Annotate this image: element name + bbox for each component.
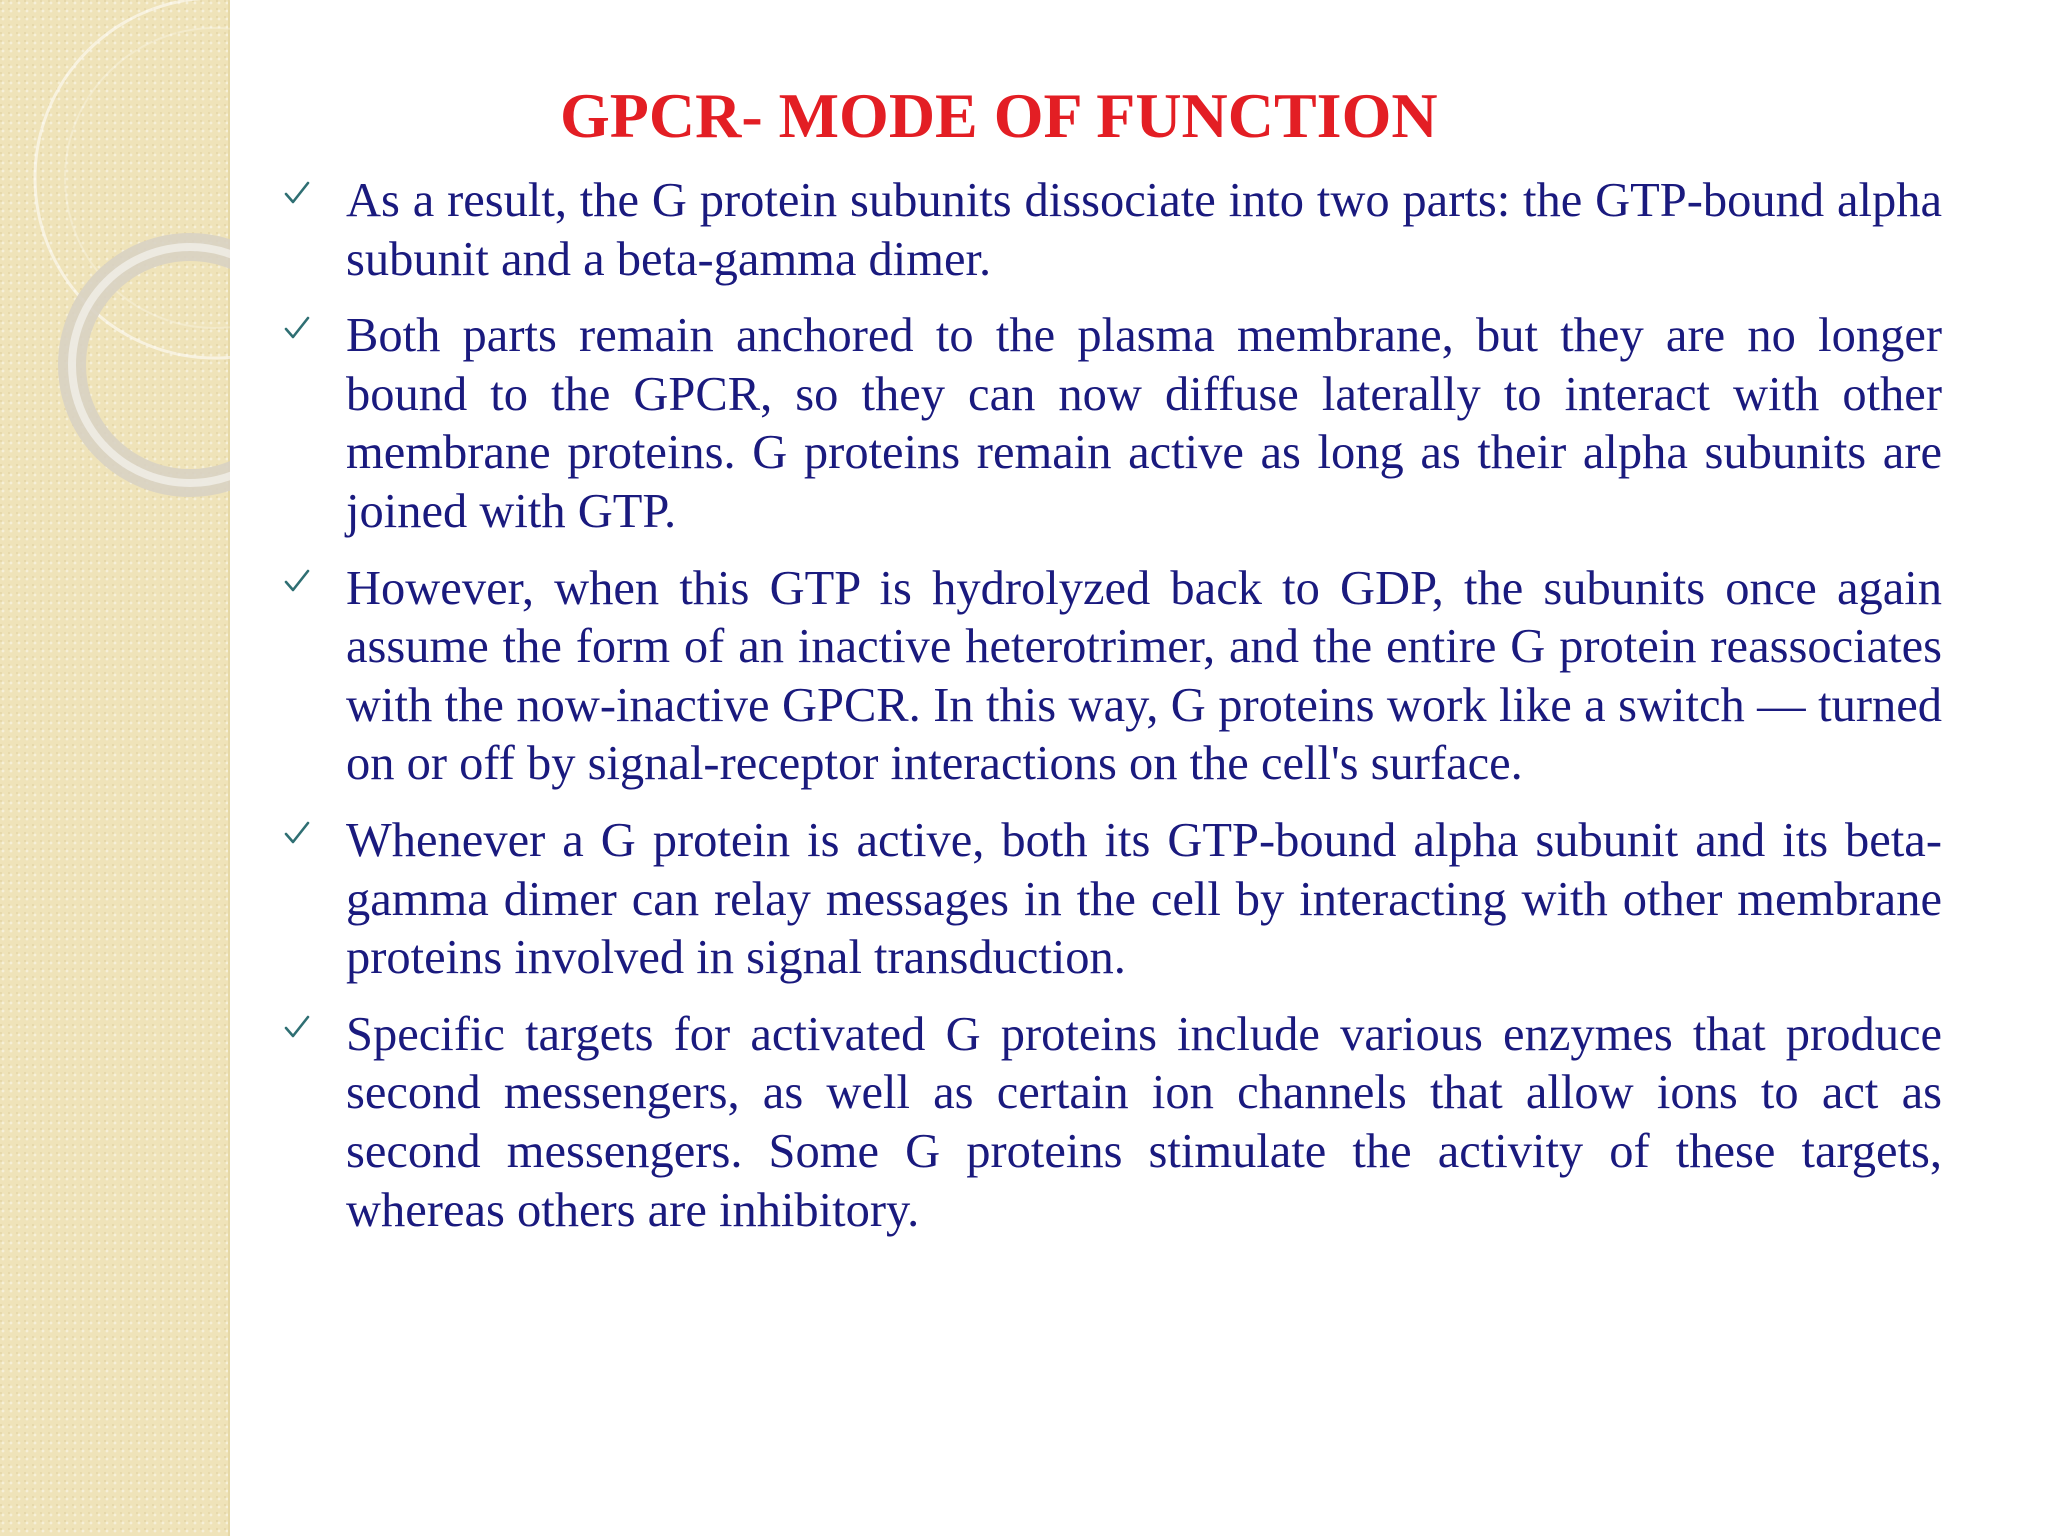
bullet-text: Both parts remain anchored to the plasma membrane, but they are no longer bound to the GPCR, so they can now diffuse laterally to interact with other membrane proteins. G proteins remain active as long as their alpha subunits are joined with GTP. [346, 309, 1942, 538]
checkmark-icon [282, 566, 312, 596]
bullet-item [282, 812, 1942, 988]
bullet-text: Specific targets for activated G proteins include various enzymes that produce second messengers, as well as certain ion channels that allow ions to act as second messengers. Some G proteins stimulate the activity of these targets, whereas others are inhibitory. [346, 1007, 1942, 1237]
bullet-item [282, 307, 1942, 541]
bullet-text: However, when this GTP is hydrolyzed back to GDP, the subunits once again assume the form of an inactive heterotrimer, and the entire G protein reassociates with the now-inactive GPCR. In this way, G proteins work like a switch — turned on or off by signal-receptor interactions on the cell's surface. [346, 561, 1942, 791]
bullet-item [282, 172, 1942, 289]
checkmark-icon [282, 313, 312, 343]
bullet-item [282, 1006, 1942, 1240]
checkmark-icon [282, 1012, 312, 1042]
bullet-list [282, 172, 1942, 1258]
bullet-text: As a result, the G protein subunits dissociate into two parts: the GTP-bound alpha subunit and a beta-gamma dimer. [346, 174, 1942, 286]
checkmark-icon [282, 178, 312, 208]
bullet-item [282, 560, 1942, 794]
decorative-sidebar [0, 0, 230, 1536]
checkmark-icon [282, 818, 312, 848]
decorative-rings-graphic [0, 0, 230, 520]
slide-title: GPCR- MODE OF FUNCTION [560, 80, 1438, 151]
bullet-text: Whenever a G protein is active, both its GTP-bound alpha subunit and its beta-gamma dimer can relay messages in the cell by interacting with other membrane proteins involved in signal transduction. [346, 813, 1942, 985]
